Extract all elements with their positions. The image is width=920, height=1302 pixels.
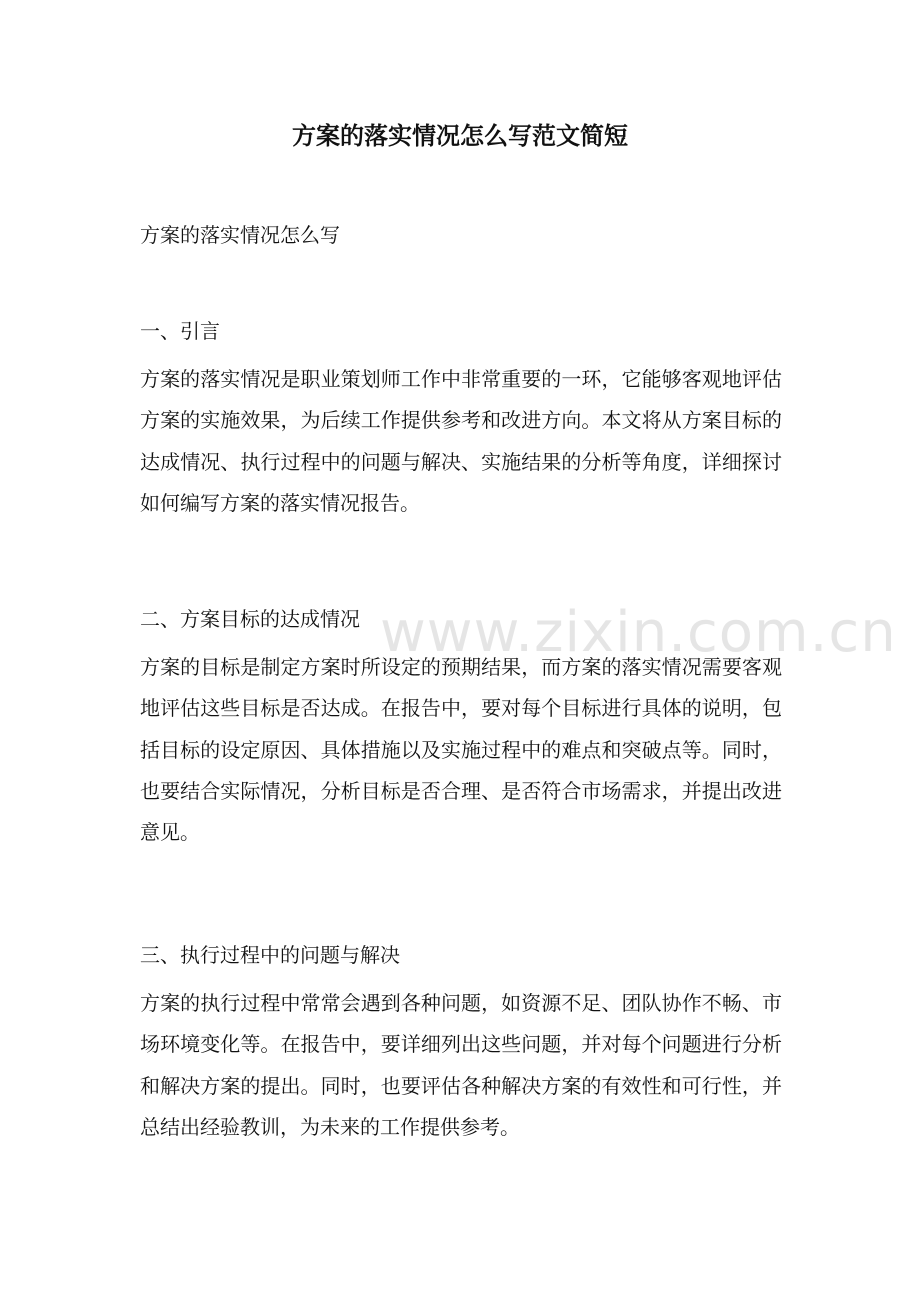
section-paragraph-introduction: 方案的落实情况是职业策划师工作中非常重要的一环，它能够客观地评估方案的实施效果，为后续工作提供参考和改进方向。本文将从方案目标的达成情况、执行过程中的问题与解决、实施结果的分析等角度，详细探讨如何编写方案的落实情况报告。 <box>140 367 782 515</box>
section-heading-introduction: 一、引言 <box>140 319 220 343</box>
section-paragraph-goals: 方案的目标是制定方案时所设定的预期结果，而方案的落实情况需要客观地评估这些目标是否达成。在报告中，要对每个目标进行具体的说明，包括目标的设定原因、具体措施以及实施过程中的难点和突破点等。同时，也要结合实际情况，分析目标是否合理、是否符合市场需求，并提出改进意见。 <box>140 655 782 845</box>
document-title: 方案的落实情况怎么写范文简短 <box>292 121 628 150</box>
document-subtitle: 方案的落实情况怎么写 <box>140 223 340 247</box>
section-heading-goals: 二、方案目标的达成情况 <box>140 607 360 631</box>
section-paragraph-problems: 方案的执行过程中常常会遇到各种问题，如资源不足、团队协作不畅、市场环境变化等。在报告中，要详细列出这些问题，并对每个问题进行分析和解决方案的提出。同时，也要评估各种解决方案的有效性和可行性，并总结出经验教训，为未来的工作提供参考。 <box>140 991 782 1139</box>
watermark: www.zixin.com.cn <box>380 600 897 665</box>
section-heading-problems: 三、执行过程中的问题与解决 <box>140 943 400 967</box>
